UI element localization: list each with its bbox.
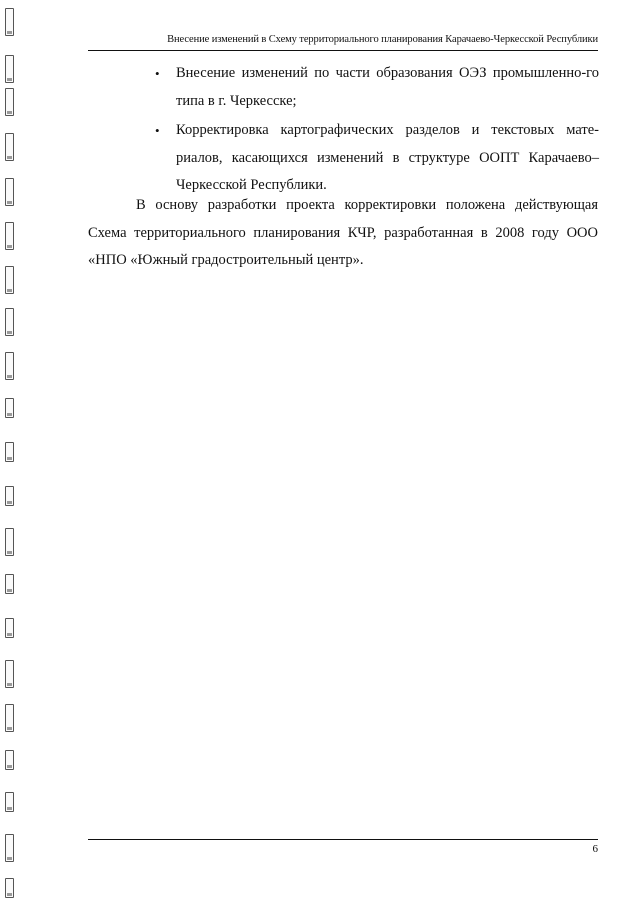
binding-edge [0, 0, 24, 905]
bullet-marker: • [155, 123, 160, 138]
binding-hole [5, 266, 14, 294]
list-item [155, 60, 599, 115]
running-header: Внесение изменений в Схему территориального планирования Карачаево-Черкесской Республики [167, 34, 598, 45]
binding-hole [5, 222, 14, 250]
header-rule [88, 50, 598, 51]
binding-hole [5, 834, 14, 862]
binding-hole [5, 704, 14, 732]
binding-hole [5, 308, 14, 336]
binding-hole [5, 574, 14, 594]
binding-hole [5, 792, 14, 812]
binding-hole [5, 352, 14, 380]
binding-hole [5, 178, 14, 206]
binding-hole [5, 528, 14, 556]
list-item [155, 117, 599, 200]
binding-hole [5, 55, 14, 83]
list-item-text: Корректировка картографических разделов и текстовых мате-риалов, касающихся изменений в структуре ООПТ Карачаево–Черкесской Республики. [176, 122, 599, 193]
binding-hole [5, 618, 14, 638]
binding-hole [5, 8, 14, 36]
binding-hole [5, 133, 14, 161]
page-number: 6 [592, 843, 598, 855]
binding-hole [5, 750, 14, 770]
body-paragraph: В основу разработки проекта корректировки положена действующая Схема территориального планирования КЧР, разработанная в 2008 году ООО «НПО «Южный градостроительный центр». [88, 197, 598, 268]
list-item-text: Внесение изменений по части образования ОЭЗ промышленно-го типа в г. Черкесске; [176, 65, 599, 109]
binding-hole [5, 398, 14, 418]
binding-hole [5, 878, 14, 898]
bullet-list [155, 60, 599, 200]
binding-hole [5, 486, 14, 506]
binding-hole [5, 88, 14, 116]
binding-hole [5, 660, 14, 688]
bullet-marker: • [155, 66, 160, 81]
footer-rule [88, 839, 598, 840]
binding-hole [5, 442, 14, 462]
